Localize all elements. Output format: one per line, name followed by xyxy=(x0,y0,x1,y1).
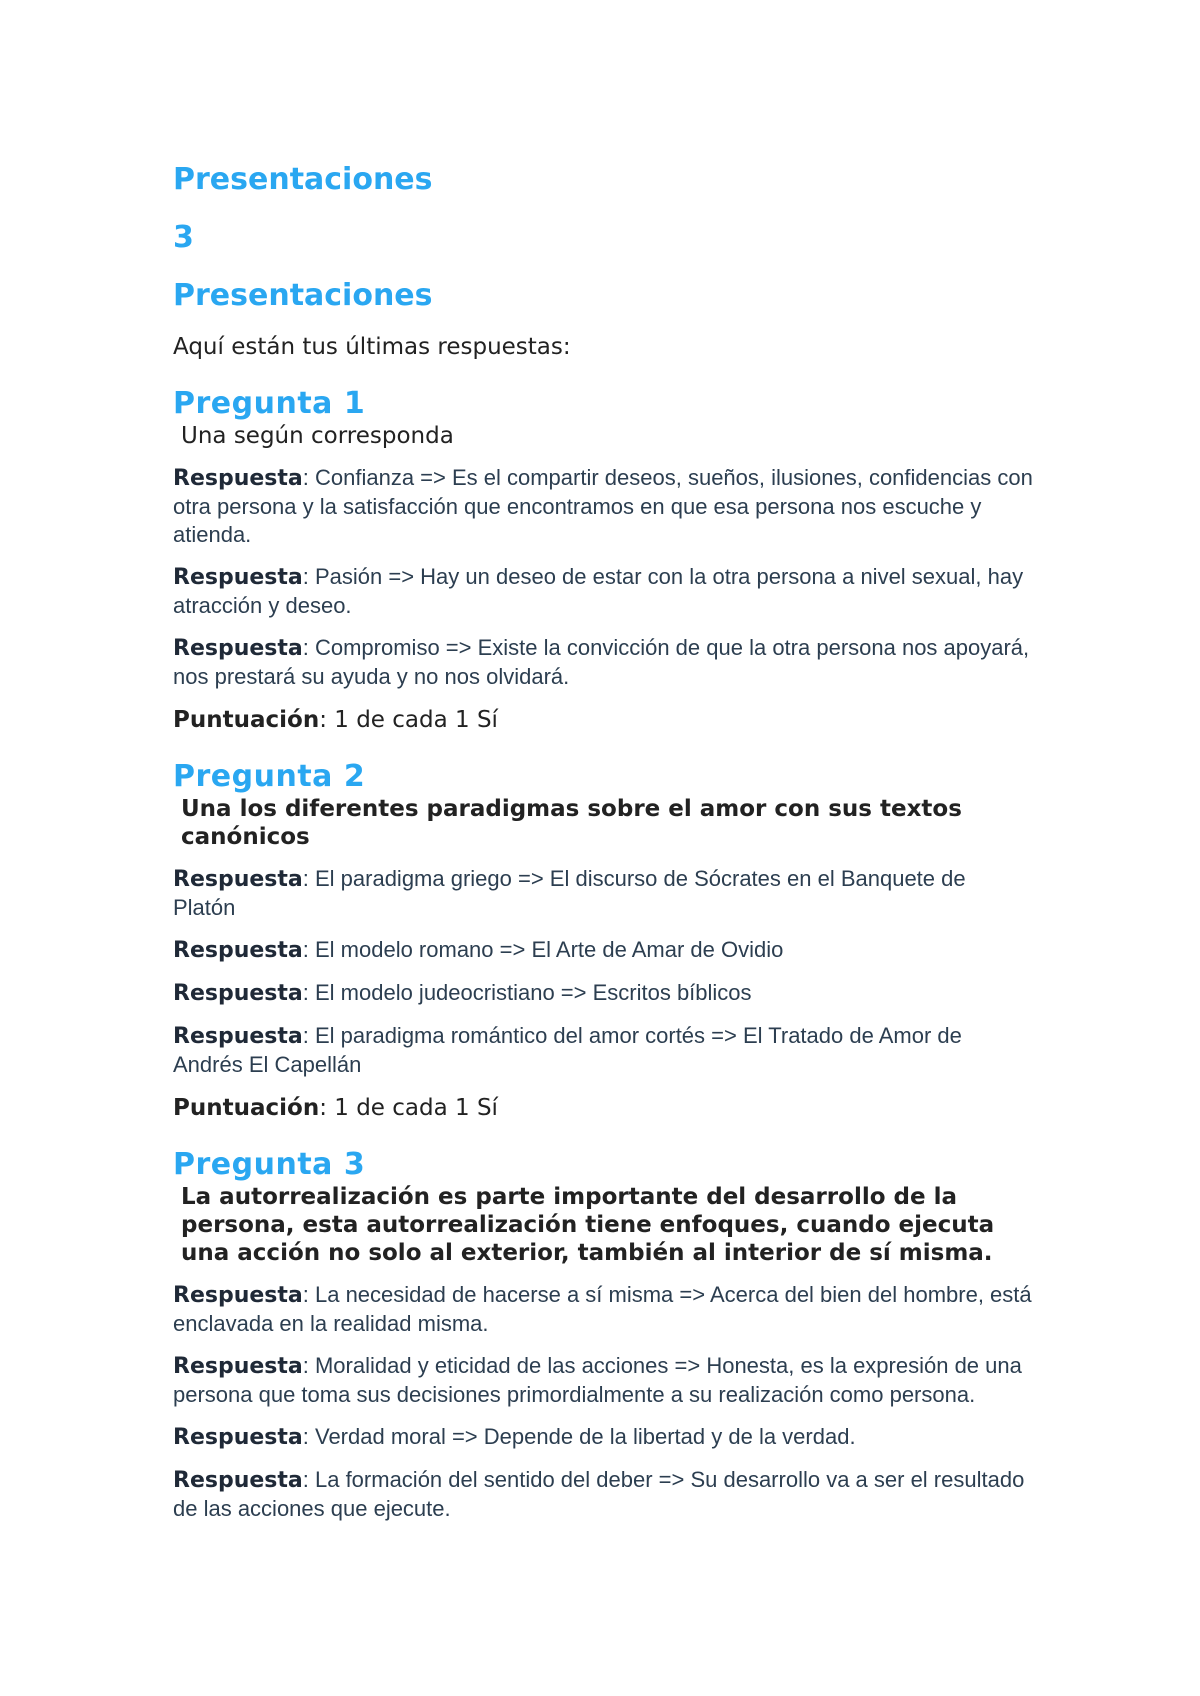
answer-text: Compromiso => Existe la convicción de que la otra persona nos apoyará, nos prestará su ayuda y no nos olvidará. xyxy=(173,635,1030,689)
answer-text: Moralidad y eticidad de las acciones => Honesta, es la expresión de una persona que toma sus decisiones primordialmente a su realización como persona. xyxy=(173,1353,1022,1407)
answer-text: La formación del sentido del deber => Su desarrollo va a ser el resultado de las acciones que ejecute. xyxy=(173,1467,1025,1521)
answer-item: Respuesta: Confianza => Es el compartir deseos, sueños, ilusiones, confidencias con otra persona y la satisfacción que encontramos en que esa persona nos escuche y atienda. xyxy=(173,465,1033,547)
question-3 xyxy=(173,1147,1033,1523)
score-label: Puntuación xyxy=(173,1095,320,1121)
section-title: Presentaciones xyxy=(173,278,433,313)
answer-item: Respuesta: La necesidad de hacerse a sí misma => Acerca del bien del hombre, está enclavada en la realidad misma. xyxy=(173,1282,1032,1336)
answer-label: Respuesta xyxy=(173,1425,303,1450)
answer-item: Respuesta: El paradigma romántico del amor cortés => El Tratado de Amor de Andrés El Capellán xyxy=(173,1023,962,1077)
score-line: Puntuación: 1 de cada 1 Sí xyxy=(173,707,498,733)
answer-label: Respuesta xyxy=(173,981,303,1006)
answer-item: Respuesta: El paradigma griego => El discurso de Sócrates en el Banquete de Platón xyxy=(173,866,966,920)
question-prompt: Una según corresponda xyxy=(181,423,454,449)
score-value: 1 de cada 1 Sí xyxy=(334,1095,498,1121)
answer-text: El modelo romano => El Arte de Amar de Ovidio xyxy=(314,937,784,962)
score-line: Puntuación: 1 de cada 1 Sí xyxy=(173,1095,498,1121)
answer-label: Respuesta xyxy=(173,1283,303,1308)
answer-label: Respuesta xyxy=(173,1468,303,1493)
answer-text: Verdad moral => Depende de la libertad y de la verdad. xyxy=(314,1424,856,1449)
score-value: 1 de cada 1 Sí xyxy=(334,707,498,733)
answer-item: Respuesta: Pasión => Hay un deseo de estar con la otra persona a nivel sexual, hay atracción y deseo. xyxy=(173,564,1024,618)
answer-text: La necesidad de hacerse a sí misma => Acerca del bien del hombre, está enclavada en la realidad misma. xyxy=(173,1282,1032,1336)
answer-item: Respuesta: Verdad moral => Depende de la libertad y de la verdad. xyxy=(173,1424,856,1450)
answer-item: Respuesta: La formación del sentido del deber => Su desarrollo va a ser el resultado de las acciones que ejecute. xyxy=(173,1467,1025,1521)
question-prompt: La autorrealización es parte importante del desarrollo de la persona, esta autorrealización tiene enfoques, cuando ejecuta una acción no solo al exterior, también al interior de sí misma. xyxy=(181,1184,995,1266)
answer-text: El paradigma romántico del amor cortés => El Tratado de Amor de Andrés El Capellán xyxy=(173,1023,962,1077)
answer-label: Respuesta xyxy=(173,565,303,590)
answer-item: Respuesta: El modelo romano => El Arte de Amar de Ovidio xyxy=(173,937,784,963)
question-2 xyxy=(173,759,1033,1123)
answer-label: Respuesta xyxy=(173,1354,303,1379)
intro-text: Aquí están tus últimas respuestas: xyxy=(173,334,571,360)
question-prompt: Una los diferentes paradigmas sobre el amor con sus textos canónicos xyxy=(181,796,962,850)
answer-label: Respuesta xyxy=(173,1024,303,1049)
question-heading: Pregunta 2 xyxy=(173,759,366,794)
document-page xyxy=(173,160,1033,1537)
question-heading: Pregunta 3 xyxy=(173,1147,366,1182)
question-heading: Pregunta 1 xyxy=(173,386,366,421)
answer-label: Respuesta xyxy=(173,466,303,491)
question-1 xyxy=(173,386,1033,735)
answer-item: Respuesta: El modelo judeocristiano => Escritos bíblicos xyxy=(173,980,752,1006)
page-title: Presentaciones xyxy=(173,162,433,197)
answer-text: El paradigma griego => El discurso de Sócrates en el Banquete de Platón xyxy=(173,866,966,920)
answer-item: Respuesta: Moralidad y eticidad de las acciones => Honesta, es la expresión de una persona que toma sus decisiones primordialmente a su realización como persona. xyxy=(173,1353,1022,1407)
answer-label: Respuesta xyxy=(173,867,303,892)
answer-text: El modelo judeocristiano => Escritos bíblicos xyxy=(314,980,752,1005)
answer-item: Respuesta: Compromiso => Existe la convicción de que la otra persona nos apoyará, nos prestará su ayuda y no nos olvidará. xyxy=(173,635,1030,689)
answer-label: Respuesta xyxy=(173,636,303,661)
answer-text: Confianza => Es el compartir deseos, sueños, ilusiones, confidencias con otra persona y la satisfacción que encontramos en que esa persona nos escuche y atienda. xyxy=(173,465,1033,547)
answer-label: Respuesta xyxy=(173,938,303,963)
page-number-heading: 3 xyxy=(173,220,194,255)
answer-text: Pasión => Hay un deseo de estar con la otra persona a nivel sexual, hay atracción y deseo. xyxy=(173,564,1024,618)
score-label: Puntuación xyxy=(173,707,320,733)
